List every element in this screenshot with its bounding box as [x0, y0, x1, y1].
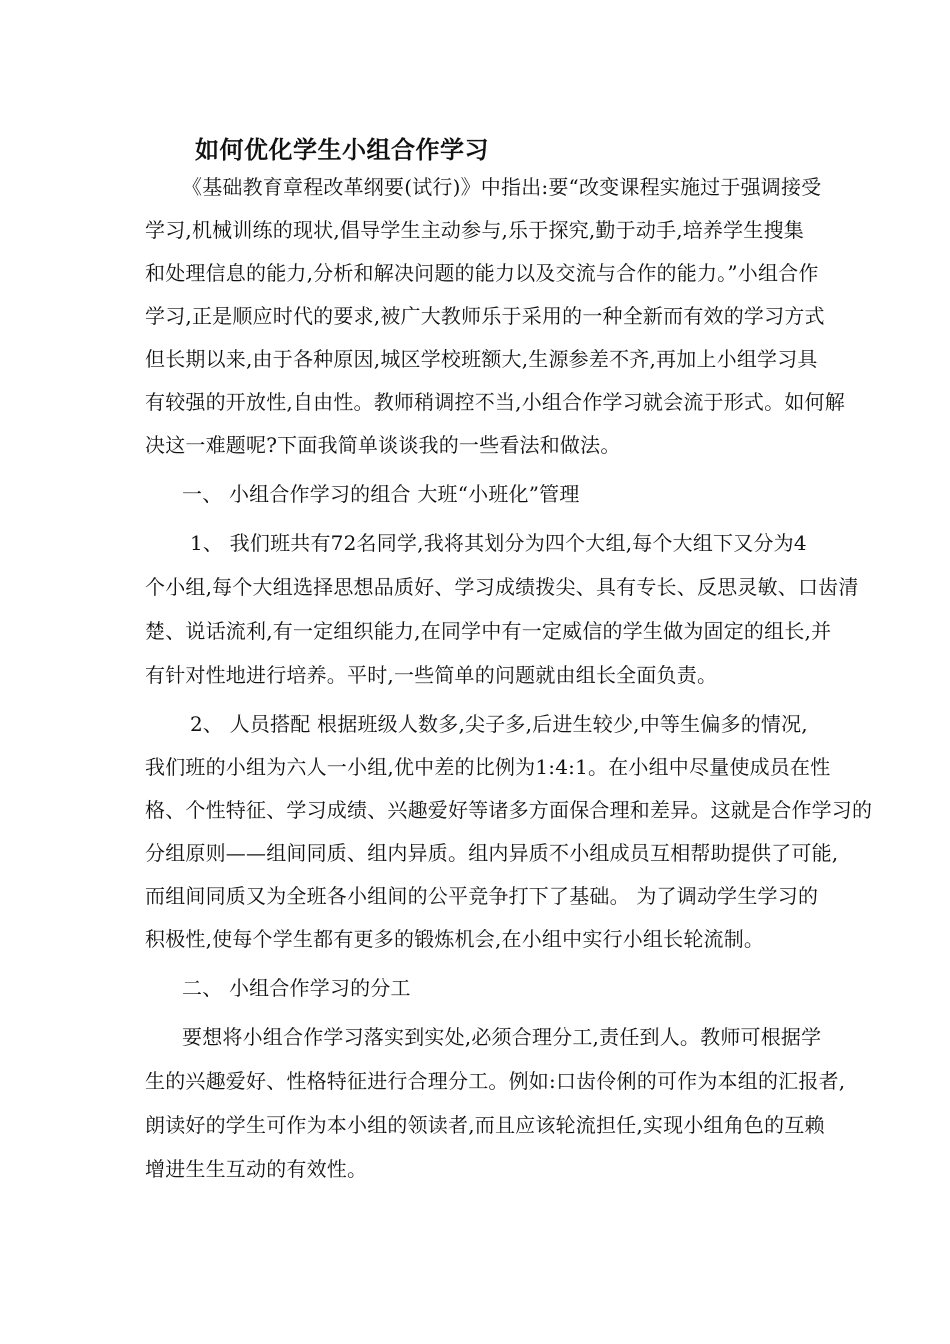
paragraph-line: 2、 人员搭配 根据班级人数多,尖子多,后进生较少,中等生偏多的情况, [190, 712, 808, 736]
paragraph-line: 学习,正是顺应时代的要求,被广大教师乐于采用的一种全新而有效的学习方式 [145, 304, 825, 328]
paragraph-line: 要想将小组合作学习落实到实处,必须合理分工,责任到人。教师可根据学 [182, 1025, 822, 1049]
paragraph-line: 增进生生互动的有效性。 [145, 1157, 368, 1181]
paragraph-line: 1、 我们班共有72名同学,我将其划分为四个大组,每个大组下又分为4 [190, 531, 807, 555]
paragraph-line: 朗读好的学生可作为本小组的领读者,而且应该轮流担任,实现小组角色的互赖 [145, 1113, 825, 1137]
paragraph-line: 生的兴趣爱好、性格特征进行合理分工。例如:口齿伶俐的可作为本组的汇报者, [145, 1069, 846, 1093]
paragraph-line: 积极性,使每个学生都有更多的锻炼机会,在小组中实行小组长轮流制。 [145, 927, 765, 951]
paragraph-line: 学习,机械训练的现状,倡导学生主动参与,乐于探究,勤于动手,培养学生搜集 [145, 218, 804, 242]
paragraph-line: 格、个性特征、学习成绩、兴趣爱好等诸多方面保合理和差异。这就是合作学习的 [145, 798, 873, 822]
paragraph-line: 有针对性地进行培养。平时,一些简单的问题就由组长全面负责。 [145, 663, 718, 687]
paragraph-line: 《基础教育章程改革纲要(试行)》中指出:要“改变课程实施过于强调接受 [182, 175, 822, 199]
paragraph-line: 个小组,每个大组选择思想品质好、学习成绩拨尖、具有专长、反思灵敏、口齿清 [145, 575, 859, 599]
paragraph-line: 和处理信息的能力,分析和解决问题的能力以及交流与合作的能力。”小组合作 [145, 261, 819, 285]
paragraph-line: 有较强的开放性,自由性。教师稍调控不当,小组合作学习就会流于形式。如何解 [145, 390, 845, 414]
paragraph-line: 楚、说话流利,有一定组织能力,在同学中有一定威信的学生做为固定的组长,并 [145, 619, 832, 643]
paragraph-line: 而组间同质又为全班各小组间的公平竞争打下了基础。 为了调动学生学习的 [145, 884, 819, 908]
section-heading-2: 二、 小组合作学习的分工 [182, 976, 411, 1000]
section-heading-1: 一、 小组合作学习的组合 大班“小班化”管理 [182, 482, 580, 506]
paragraph-line: 我们班的小组为六人一小组,优中差的比例为1:4:1。在小组中尽量使成员在性 [145, 755, 831, 779]
paragraph-line: 但长期以来,由于各种原因,城区学校班额大,生源参差不齐,再加上小组学习具 [145, 347, 818, 371]
document-title: 如何优化学生小组合作学习 [195, 135, 489, 164]
paragraph-line: 决这一难题呢?下面我简单谈谈我的一些看法和做法。 [145, 433, 621, 457]
paragraph-line: 分组原则——组间同质、组内异质。组内异质不小组成员互相帮助提供了可能, [145, 841, 839, 865]
